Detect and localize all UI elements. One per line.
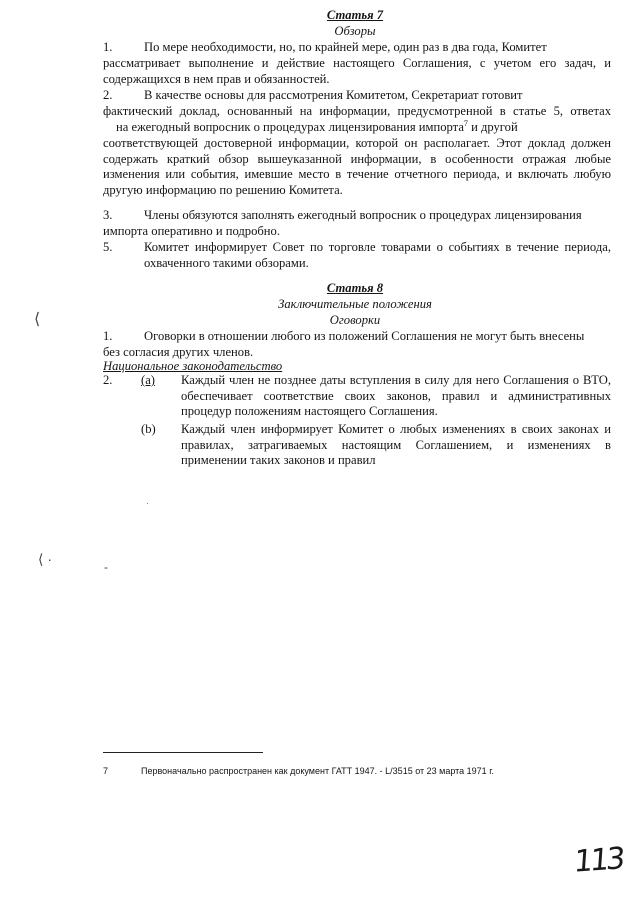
article-8-title: Статья 8 (326, 281, 384, 295)
scan-mark: - (104, 560, 108, 574)
a8-p1-number: 1. (103, 329, 113, 343)
a8-p1-body: без согласия других членов. (103, 345, 254, 359)
a7-p1-body: рассматривает выполнение и действие настоящего Соглашения, с учетом его задач, и содержащихся в нем прав и обязанностей. (103, 56, 611, 86)
article-7-title: Статья 7 (326, 8, 384, 22)
a7-p2-number: 2. (103, 88, 113, 102)
a7-p1-first-line: По мере необходимости, но, по крайней мере, один раз в два года, Комитет (144, 40, 547, 54)
scan-mark: ⟨ (34, 311, 41, 328)
footnote-number: 7 (103, 766, 109, 776)
a8-p2-item-a-text: Каждый член не позднее даты вступления в силу для него Соглашения о ВТО, обеспечивает соответствие своих законов, правил и административных процедур положениям настоящего Соглашения. (181, 373, 611, 419)
scan-mark: ⟨ · (38, 551, 53, 567)
a8-p2-number: 2. (103, 373, 113, 387)
a7-p3-body: импорта оперативно и подробно. (103, 224, 280, 238)
footnote-separator (103, 752, 263, 753)
a8-p1-first-line: Оговорки в отношении любого из положений Соглашения не могут быть внесены (144, 329, 585, 343)
a7-p3-number: 3. (103, 208, 113, 222)
article-7-subtitle: Обзоры (334, 24, 376, 38)
a7-p2-first-line: В качестве основы для рассмотрения Комитетом, Секретариат готовит (144, 88, 523, 102)
footnote-text: Первоначально распространен как документ ГАТТ 1947. - L/3515 от 23 марта 1971 г. (141, 766, 494, 776)
a7-p2-line-2: фактический доклад, основанный на информации, предусмотренной в статье 5, ответах (103, 104, 611, 118)
footnote-ref-7[interactable]: 7 (463, 118, 468, 128)
a7-p2-body: соответствующей достоверной информации, которой он располагает. Этот доклад должен содержать краткий обзор вышеуказанной информации, в особенности отражая любые изменения или события, имевшие место в течение отчетного периода, и включать любую другую информацию по решению Комитета. (103, 136, 611, 197)
a7-p2-line3-text: на ежегодный вопросник о процедурах лицензирования импорта (116, 120, 464, 134)
scan-mark: · (146, 499, 149, 508)
a7-p3-first-line: Члены обязуются заполнять ежегодный вопросник о процедурах лицензирования (144, 208, 582, 222)
article-8-subsubtitle: Оговорки (329, 313, 381, 327)
section-national-legislation: Национальное законодательство (103, 359, 283, 373)
a7-p2-line-3 (116, 120, 611, 136)
a7-p5-number: 5. (103, 240, 113, 254)
a8-p2-item-b-text: Каждый член информирует Комитет о любых изменениях в своих законах и правилах, затрагиваемых настоящим Соглашением, и изменениях в применении таких законов и правил (181, 422, 611, 468)
a8-p2-item-a-marker: (a) (141, 373, 155, 387)
a7-p2-line3-end: и другой (467, 120, 518, 134)
a8-p2-item-b-marker: (b) (141, 422, 156, 436)
a7-p5-text: Комитет информирует Совет по торговле товарами о событиях в течение периода, охваченного такими обзорами. (144, 240, 611, 270)
a7-p1-number: 1. (103, 40, 113, 54)
handwritten-page-number: 113 (572, 841, 624, 880)
article-8-subtitle: Заключительные положения (278, 297, 432, 311)
